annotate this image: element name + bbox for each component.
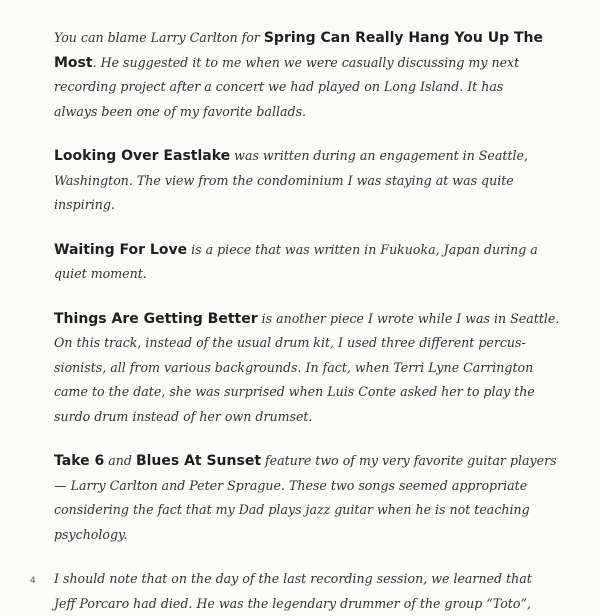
text-line [54, 449, 574, 474]
song-title: Looking Over Eastlake [54, 148, 230, 164]
body-text: always been one of my favorite ballads. [54, 104, 306, 119]
body-text: and [104, 453, 136, 468]
text-line [54, 144, 574, 169]
body-text: — Larry Carlton and Peter Sprague. These two songs seemed appropriate [54, 478, 527, 493]
body-text: was written during an engagement in Seattle, [230, 148, 528, 163]
song-title: Take 6 [54, 453, 104, 469]
body-text: is another piece I wrote while I was in Seattle. [258, 311, 560, 326]
song-title: Blues At Sunset [136, 453, 261, 469]
body-text: Jeff Porcaro had died. He was the legendary drummer of the group “Toto”, [54, 596, 531, 611]
text-line [54, 238, 574, 263]
body-text: inspiring. [54, 197, 115, 212]
body-text: You can blame Larry Carlton for [54, 30, 264, 45]
text-line [54, 307, 574, 332]
text-line [54, 262, 574, 287]
body-text: sionists, all from various backgrounds. In fact, when Terri Lyne Carrington [54, 360, 533, 375]
paragraph [54, 26, 574, 124]
text-line [54, 405, 574, 430]
song-title: Spring Can Really Hang You Up The [264, 30, 543, 46]
text-line [54, 26, 574, 51]
body-text: recording project after a concert we had played on Long Island. It has [54, 79, 503, 94]
body-text: came to the date, she was surprised when Luis Conte asked her to play the [54, 384, 535, 399]
paragraph [54, 144, 574, 218]
body-text: Washington. The view from the condominium I was staying at was quite [54, 173, 514, 188]
body-text: considering the fact that my Dad plays jazz guitar when he is not teaching [54, 502, 530, 517]
text-line [54, 592, 574, 616]
body-text: is a piece that was written in Fukuoka, Japan during a [187, 242, 538, 257]
text-line [54, 75, 574, 100]
text-line [54, 193, 574, 218]
body-text: . He suggested it to me when we were casually discussing my next [93, 55, 520, 70]
paragraph [54, 567, 574, 616]
body-text: surdo drum instead of her own drumset. [54, 409, 313, 424]
text-line [54, 567, 574, 592]
paragraph [54, 449, 574, 547]
text-line [54, 100, 574, 125]
paragraph [54, 238, 574, 287]
text-line [54, 331, 574, 356]
body-text: On this track, instead of the usual drum kit, I used three different percus- [54, 335, 526, 350]
paragraph [54, 307, 574, 430]
song-title: Most [54, 55, 93, 71]
text-line [54, 523, 574, 548]
body-text: feature two of my very favorite guitar players [261, 453, 557, 468]
text-line [54, 474, 574, 499]
liner-notes-text [54, 26, 574, 616]
text-line [54, 169, 574, 194]
text-line [54, 380, 574, 405]
body-text: I should note that on the day of the last recording session, we learned that [54, 571, 532, 586]
text-line [54, 498, 574, 523]
body-text: psychology. [54, 527, 128, 542]
body-text: quiet moment. [54, 266, 147, 281]
song-title: Things Are Getting Better [54, 311, 258, 327]
page-number: 4 [30, 576, 36, 586]
text-line [54, 356, 574, 381]
song-title: Waiting For Love [54, 242, 187, 258]
liner-notes-page [54, 26, 574, 616]
text-line [54, 51, 574, 76]
